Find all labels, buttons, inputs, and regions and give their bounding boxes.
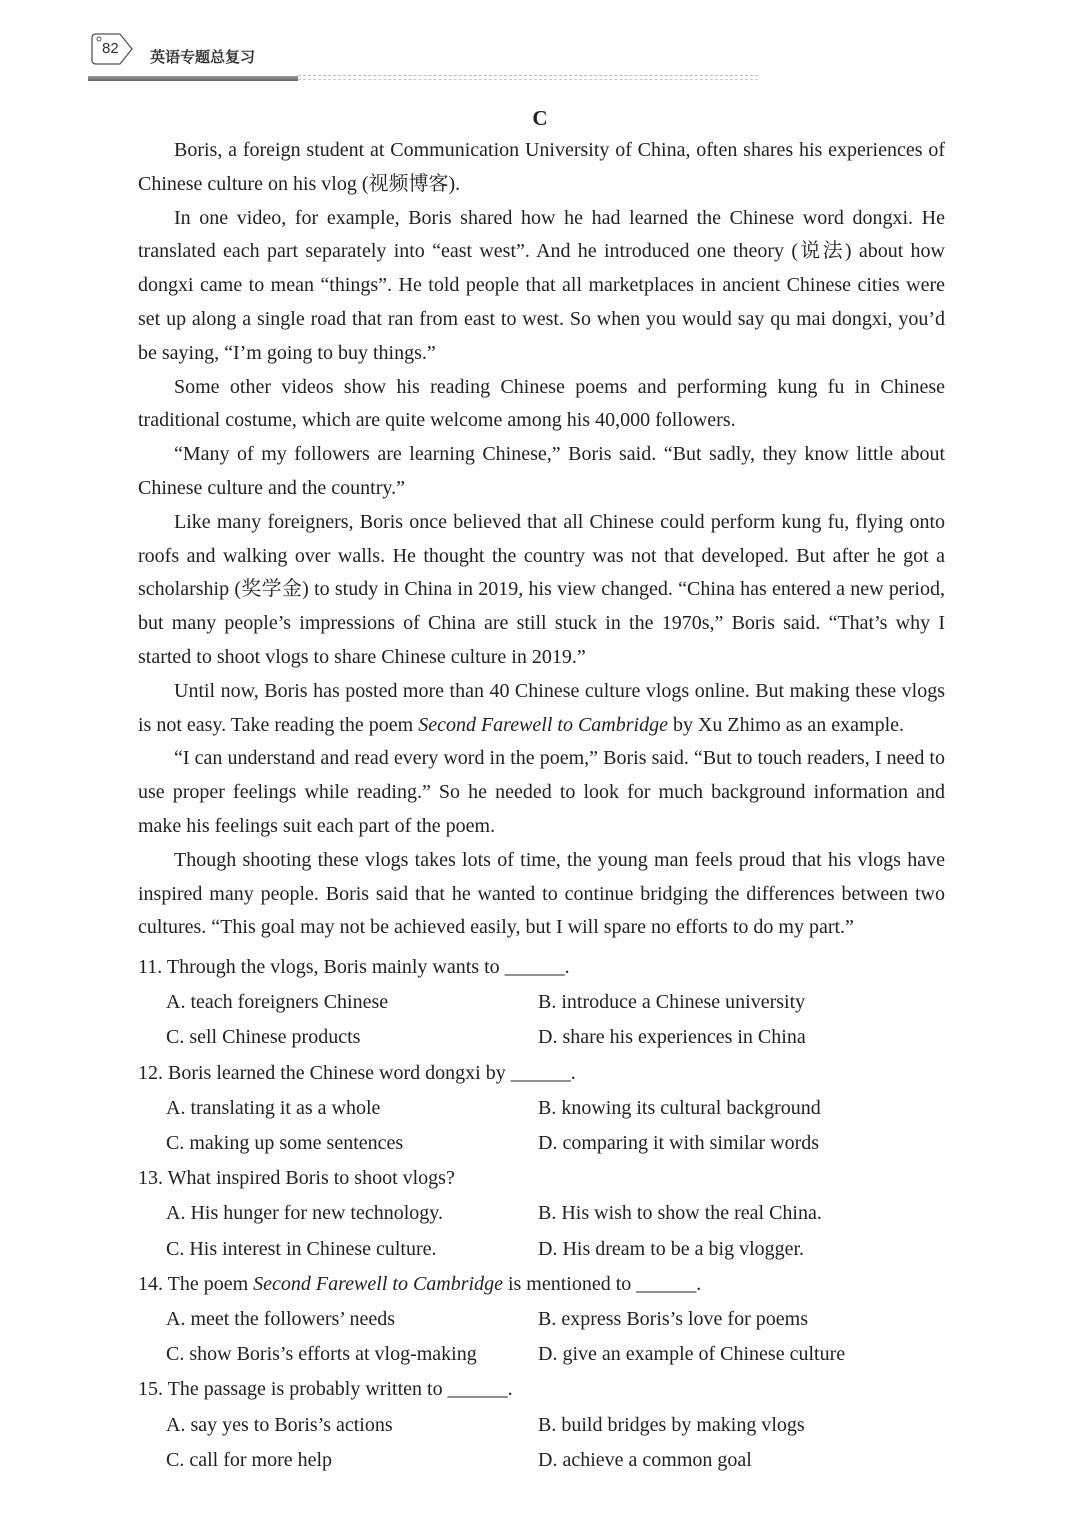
text: “I can understand and read every word in the poem,” Boris said. “But to touch readers, I need to use proper feelings while reading.” So he needed to look for much background information and make his feelings suit each part of the poem. xyxy=(138,747,945,837)
paragraph xyxy=(138,844,945,945)
text: Some other videos show his reading Chinese poems and performing kung fu in Chinese traditional costume, which are quite welcome among his 40,000 followers. xyxy=(138,375,945,432)
text: 13. What inspired Boris to shoot vlogs? xyxy=(138,1167,455,1190)
option-c: C. making up some sentences xyxy=(166,1132,404,1155)
options xyxy=(138,1302,945,1372)
question-stem xyxy=(138,1267,945,1302)
options xyxy=(138,1408,945,1478)
option-c: C. call for more help xyxy=(166,1448,333,1471)
text: 14. The poem xyxy=(138,1272,254,1295)
text: Though shooting these vlogs takes lots of time, the young man feels proud that his vlogs have inspired many people. Boris said that he wanted to continue bridging the differences between two cultures. “This goal may not be achieved easily, but I will spare no efforts to do my part.” xyxy=(138,848,945,939)
option-d: D. comparing it with similar words xyxy=(538,1132,820,1155)
header-rule xyxy=(88,76,298,81)
book-title: 英语专题总复习 xyxy=(150,48,256,66)
question xyxy=(138,1056,945,1162)
page-number: 82 xyxy=(102,40,119,57)
options xyxy=(138,1091,945,1161)
text: Until now, Boris has posted more than 40 Chinese culture vlogs online. But making these vlogs is not easy. Take reading the poem xyxy=(138,679,945,736)
header-rule-dashed xyxy=(298,75,758,80)
question-stem xyxy=(138,1056,945,1091)
question xyxy=(138,1267,945,1373)
option-d: D. His dream to be a big vlogger. xyxy=(538,1237,805,1260)
poem-title: Second Farewell to Cambridge xyxy=(418,713,668,736)
passage xyxy=(138,134,945,945)
text: 11. Through the vlogs, Boris mainly wants to ______. xyxy=(138,956,570,978)
questions xyxy=(138,950,945,1478)
paragraph xyxy=(138,371,945,439)
text: 12. Boris learned the Chinese word dongxi by ______. xyxy=(138,1061,576,1084)
option-a: A. His hunger for new technology. xyxy=(166,1202,443,1225)
option-d: D. achieve a common goal xyxy=(538,1448,752,1471)
question xyxy=(138,950,945,1056)
option-a: A. teach foreigners Chinese xyxy=(166,991,389,1014)
option-b: B. knowing its cultural background xyxy=(538,1096,821,1119)
question-stem xyxy=(138,1372,945,1407)
option-a: A. meet the followers’ needs xyxy=(166,1308,395,1331)
paragraph xyxy=(138,506,945,675)
option-b: B. build bridges by making vlogs xyxy=(538,1413,805,1436)
text: is mentioned to ______. xyxy=(502,1272,702,1295)
option-c: C. show Boris’s efforts at vlog-making xyxy=(166,1343,477,1366)
option-b: B. His wish to show the real China. xyxy=(538,1202,822,1225)
options xyxy=(138,985,945,1055)
poem-title: Second Farewell to Cambridge xyxy=(253,1272,503,1295)
options xyxy=(138,1196,945,1266)
text: Like many foreigners, Boris once believed that all Chinese could perform kung fu, flying onto roofs and walking over walls. He thought the country was not that developed. But after he got a scholarship (奖学金) to study in China in 2019, his view changed. “China has entered a new period, but many people’s impressions of China are still stuck in the 1970s,” Boris said. “That’s why I started to shoot vlogs to share Chinese culture in 2019.” xyxy=(138,510,945,668)
question xyxy=(138,1372,945,1478)
paragraph xyxy=(138,675,945,743)
text: “Many of my followers are learning Chinese,” Boris said. “But sadly, they know little about Chinese culture and the country.” xyxy=(138,443,945,499)
paragraph xyxy=(138,438,945,506)
text: Boris, a foreign student at Communication University of China, often shares his experiences of Chinese culture on his vlog (视频博客). xyxy=(138,139,945,195)
question-stem xyxy=(138,950,945,985)
paragraph xyxy=(138,134,945,202)
option-d: D. share his experiences in China xyxy=(538,1026,806,1049)
option-b: B. introduce a Chinese university xyxy=(538,991,806,1014)
question-stem xyxy=(138,1161,945,1196)
option-a: A. translating it as a whole xyxy=(166,1096,381,1119)
option-c: C. sell Chinese products xyxy=(166,1026,361,1049)
option-b: B. express Boris’s love for poems xyxy=(538,1308,808,1331)
text: In one video, for example, Boris shared how he had learned the Chinese word dongxi. He translated each part separately into “east west”. And he introduced one theory (说法) about how dongxi came to mean “things”. He told people that all marketplaces in ancient Chinese cities were set up along a single road that ran from east to west. So when you would say qu mai dongxi, you’d be saying, “I’m going to buy things.” xyxy=(138,206,945,364)
question xyxy=(138,1161,945,1267)
paragraph xyxy=(138,742,945,843)
option-a: A. say yes to Boris’s actions xyxy=(166,1413,393,1436)
text: by Xu Zhimo as an example. xyxy=(667,713,905,736)
option-d: D. give an example of Chinese culture xyxy=(538,1343,846,1366)
paragraph xyxy=(138,202,945,371)
option-c: C. His interest in Chinese culture. xyxy=(166,1237,437,1260)
text: 15. The passage is probably written to ______. xyxy=(138,1378,513,1401)
section-heading: C xyxy=(532,106,548,130)
